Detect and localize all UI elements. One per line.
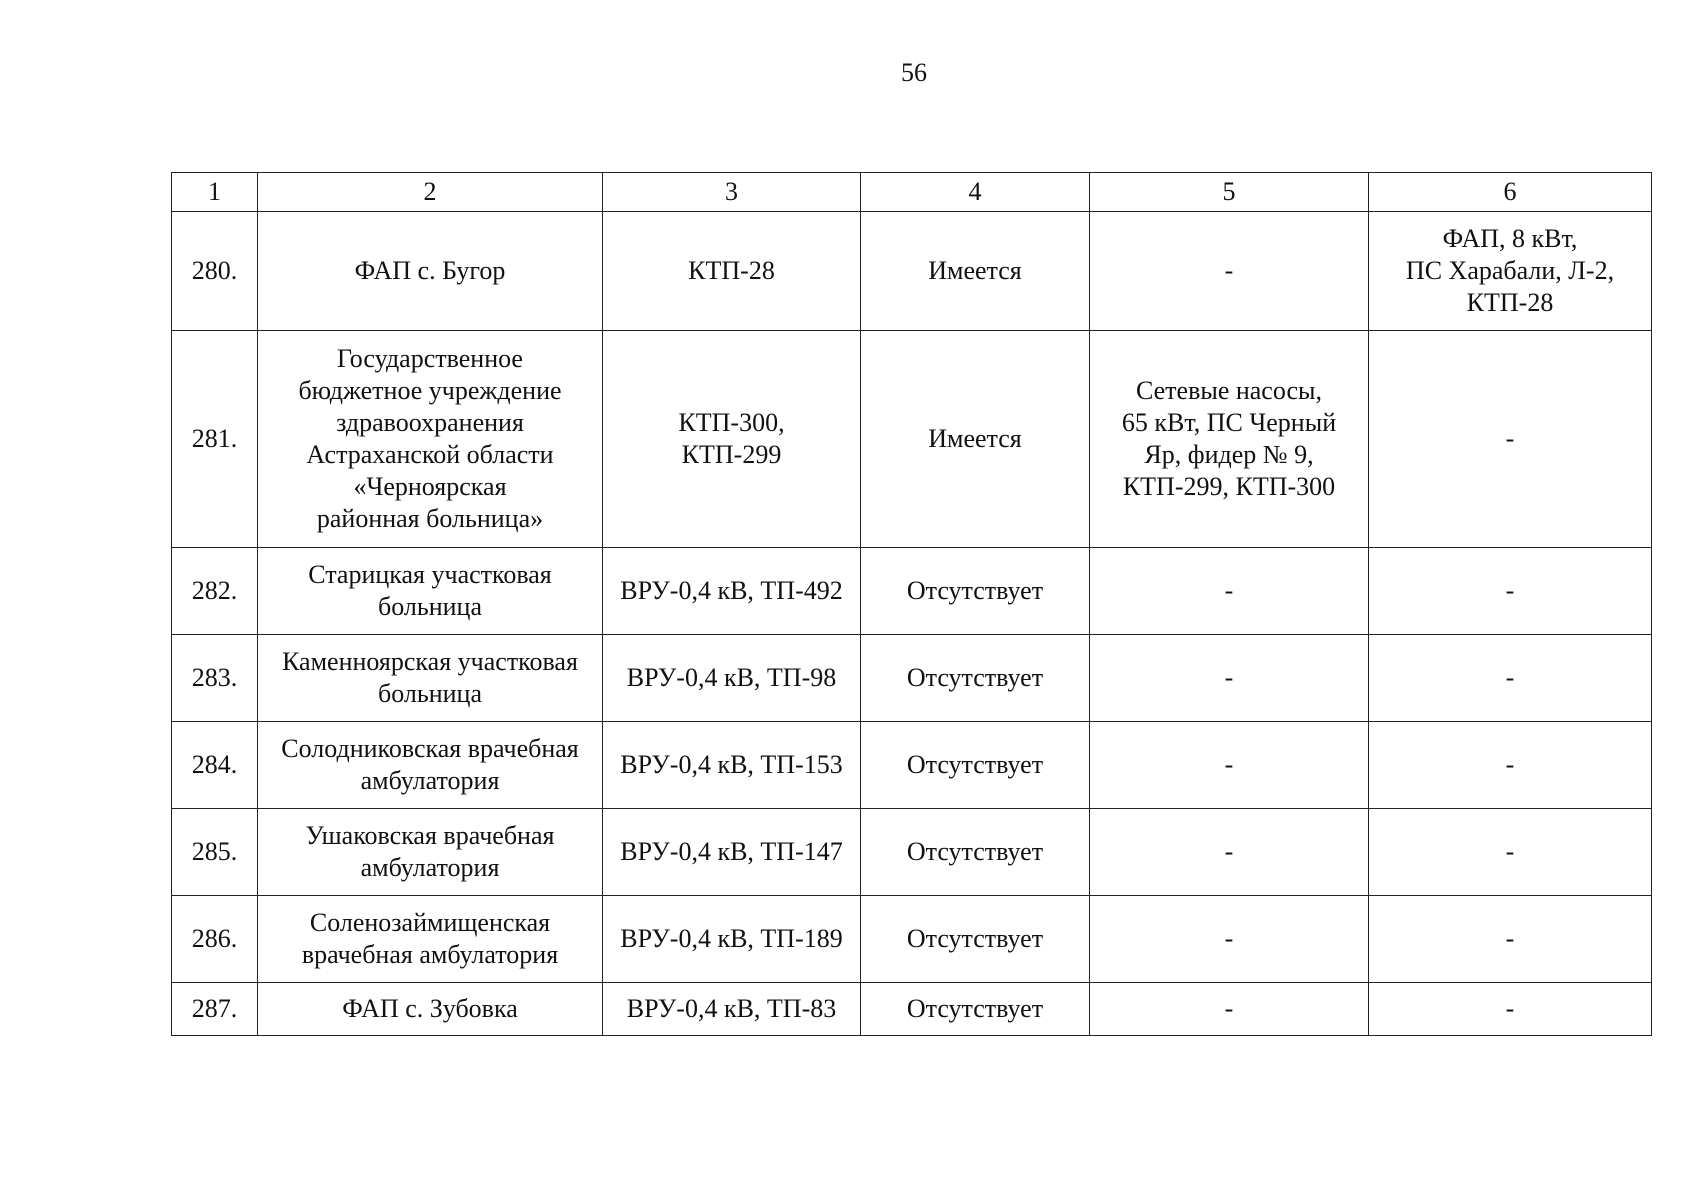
column-6-cell: -: [1369, 331, 1652, 548]
column-6-cell: -: [1369, 635, 1652, 722]
table-row: [172, 809, 1652, 896]
column-6-cell: -: [1369, 722, 1652, 809]
column-5-cell: -: [1090, 809, 1369, 896]
column-6-cell: -: [1369, 809, 1652, 896]
power-source-cell: ВРУ-0,4 кВ, ТП-153: [603, 722, 861, 809]
power-source-cell: ВРУ-0,4 кВ, ТП-83: [603, 983, 861, 1036]
row-number-cell: 280.: [172, 212, 258, 331]
column-5-cell: Сетевые насосы, 65 кВт, ПС Черный Яр, фидер № 9, КТП-299, КТП-300: [1090, 331, 1369, 548]
infrastructure-table: [171, 172, 1652, 1036]
facility-name-cell: ФАП с. Зубовка: [258, 983, 603, 1036]
power-source-cell: КТП-28: [603, 212, 861, 331]
row-number-cell: 282.: [172, 548, 258, 635]
facility-name-cell: ФАП с. Бугор: [258, 212, 603, 331]
table-row: [172, 548, 1652, 635]
power-source-cell: ВРУ-0,4 кВ, ТП-147: [603, 809, 861, 896]
column-header: 1: [172, 173, 258, 212]
power-source-cell: ВРУ-0,4 кВ, ТП-189: [603, 896, 861, 983]
table-row: [172, 983, 1652, 1036]
power-source-cell: КТП-300, КТП-299: [603, 331, 861, 548]
status-cell: Отсутствует: [861, 722, 1090, 809]
column-5-cell: -: [1090, 212, 1369, 331]
column-header: 2: [258, 173, 603, 212]
column-5-cell: -: [1090, 635, 1369, 722]
row-number-cell: 286.: [172, 896, 258, 983]
table-row: [172, 212, 1652, 331]
facility-name-cell: Каменноярская участковая больница: [258, 635, 603, 722]
power-source-cell: ВРУ-0,4 кВ, ТП-98: [603, 635, 861, 722]
table-row: [172, 722, 1652, 809]
column-header: 3: [603, 173, 861, 212]
row-number-cell: 287.: [172, 983, 258, 1036]
table-row: [172, 635, 1652, 722]
status-cell: Имеется: [861, 212, 1090, 331]
status-cell: Отсутствует: [861, 809, 1090, 896]
column-header: 5: [1090, 173, 1369, 212]
facility-name-cell: Старицкая участковая больница: [258, 548, 603, 635]
row-number-cell: 281.: [172, 331, 258, 548]
power-source-cell: ВРУ-0,4 кВ, ТП-492: [603, 548, 861, 635]
status-cell: Отсутствует: [861, 548, 1090, 635]
facility-name-cell: Государственное бюджетное учреждение здравоохранения Астраханской области «Черноярская районная больница»: [258, 331, 603, 548]
facility-name-cell: Солодниковская врачебная амбулатория: [258, 722, 603, 809]
column-5-cell: -: [1090, 983, 1369, 1036]
status-cell: Отсутствует: [861, 635, 1090, 722]
status-cell: Отсутствует: [861, 983, 1090, 1036]
status-cell: Отсутствует: [861, 896, 1090, 983]
row-number-cell: 283.: [172, 635, 258, 722]
column-5-cell: -: [1090, 722, 1369, 809]
column-header: 4: [861, 173, 1090, 212]
status-cell: Имеется: [861, 331, 1090, 548]
facility-name-cell: Соленозаймищенская врачебная амбулатория: [258, 896, 603, 983]
table-row: [172, 896, 1652, 983]
column-5-cell: -: [1090, 896, 1369, 983]
column-6-cell: -: [1369, 548, 1652, 635]
column-6-cell: -: [1369, 983, 1652, 1036]
row-number-cell: 284.: [172, 722, 258, 809]
table-header-row: [172, 173, 1652, 212]
column-header: 6: [1369, 173, 1652, 212]
column-5-cell: -: [1090, 548, 1369, 635]
column-6-cell: ФАП, 8 кВт, ПС Харабали, Л-2, КТП-28: [1369, 212, 1652, 331]
table-row: [172, 331, 1652, 548]
facility-name-cell: Ушаковская врачебная амбулатория: [258, 809, 603, 896]
row-number-cell: 285.: [172, 809, 258, 896]
column-6-cell: -: [1369, 896, 1652, 983]
page-number: 56: [901, 58, 927, 87]
